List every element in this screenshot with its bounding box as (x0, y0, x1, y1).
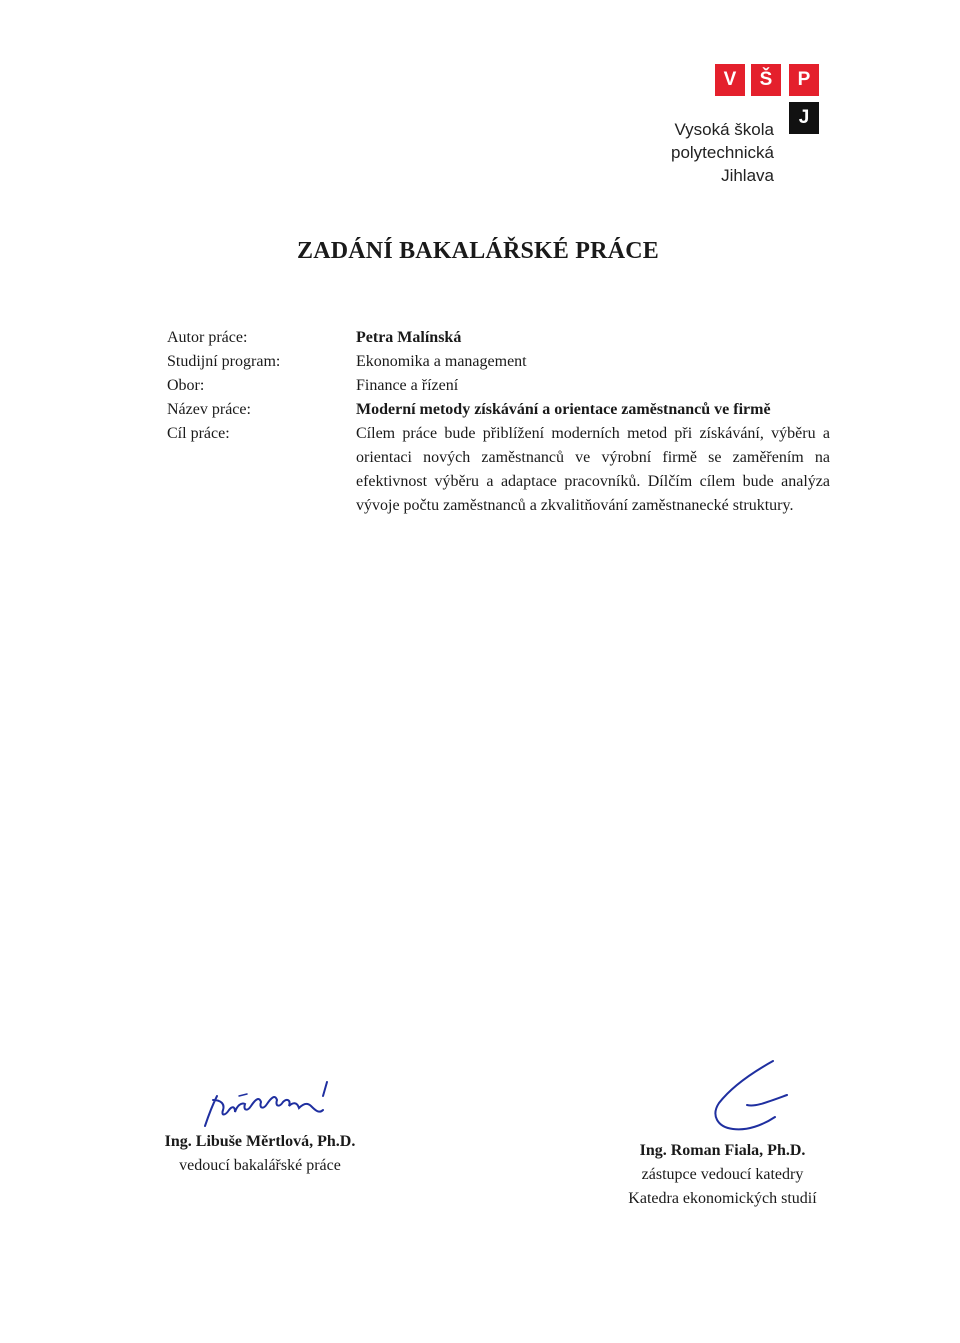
field-values (356, 326, 830, 518)
logo-name-line-1: Vysoká škola (674, 120, 774, 139)
document-title (0, 238, 960, 265)
signature-block-deputy-head (615, 1055, 830, 1211)
thesis-title-label: Název práce: (167, 401, 251, 418)
logo-letter-v: V (715, 64, 745, 96)
author-label: Autor práce: (167, 329, 248, 346)
goal-label: Cíl práce: (167, 425, 230, 442)
goal-value: Cílem práce bude přiblížení moderních metod při získávání, výběru a orientaci nových zaměstnanců ve výrobní firmě se zaměřením na efektivnost výběru a adaptace pracovníků. Dílčím cílem bude analýza vývoje počtu zaměstnanců a zkvalitňování zaměstnanecké struktury. (356, 425, 830, 514)
handwritten-signature-deputy-head (615, 1055, 830, 1139)
supervisor-name: Ing. Libuše Měrtlová, Ph.D. (164, 1133, 356, 1150)
deputy-head-role: zástupce vedoucí katedry (641, 1166, 804, 1183)
field-label: Obor: (167, 377, 205, 394)
program-value: Ekonomika a management (356, 353, 527, 370)
field-value: Finance a řízení (356, 377, 459, 394)
logo-letter-j: J (789, 102, 819, 134)
supervisor-role: vedoucí bakalářské práce (179, 1157, 341, 1174)
logo-letter-p: P (789, 64, 819, 96)
program-label: Studijní program: (167, 353, 281, 370)
logo-school-name (671, 118, 774, 187)
logo-name-line-3: Jihlava (721, 166, 774, 185)
author-value: Petra Malínská (356, 329, 462, 346)
department-name: Katedra ekonomických studií (628, 1190, 817, 1207)
document-title-text: ZADÁNÍ BAKALÁŘSKÉ PRÁCE (297, 238, 659, 264)
thesis-title-value: Moderní metody získávání a orientace zaměstnanců ve firmě (356, 401, 771, 418)
field-labels (167, 326, 280, 446)
logo-name-line-2: polytechnická (670, 143, 774, 162)
logo-letter-s: Š (751, 64, 781, 96)
deputy-head-name: Ing. Roman Fiala, Ph.D. (639, 1142, 806, 1159)
vspj-logo (655, 62, 830, 192)
signature-block-supervisor (155, 1070, 365, 1178)
handwritten-signature-supervisor (155, 1070, 365, 1130)
